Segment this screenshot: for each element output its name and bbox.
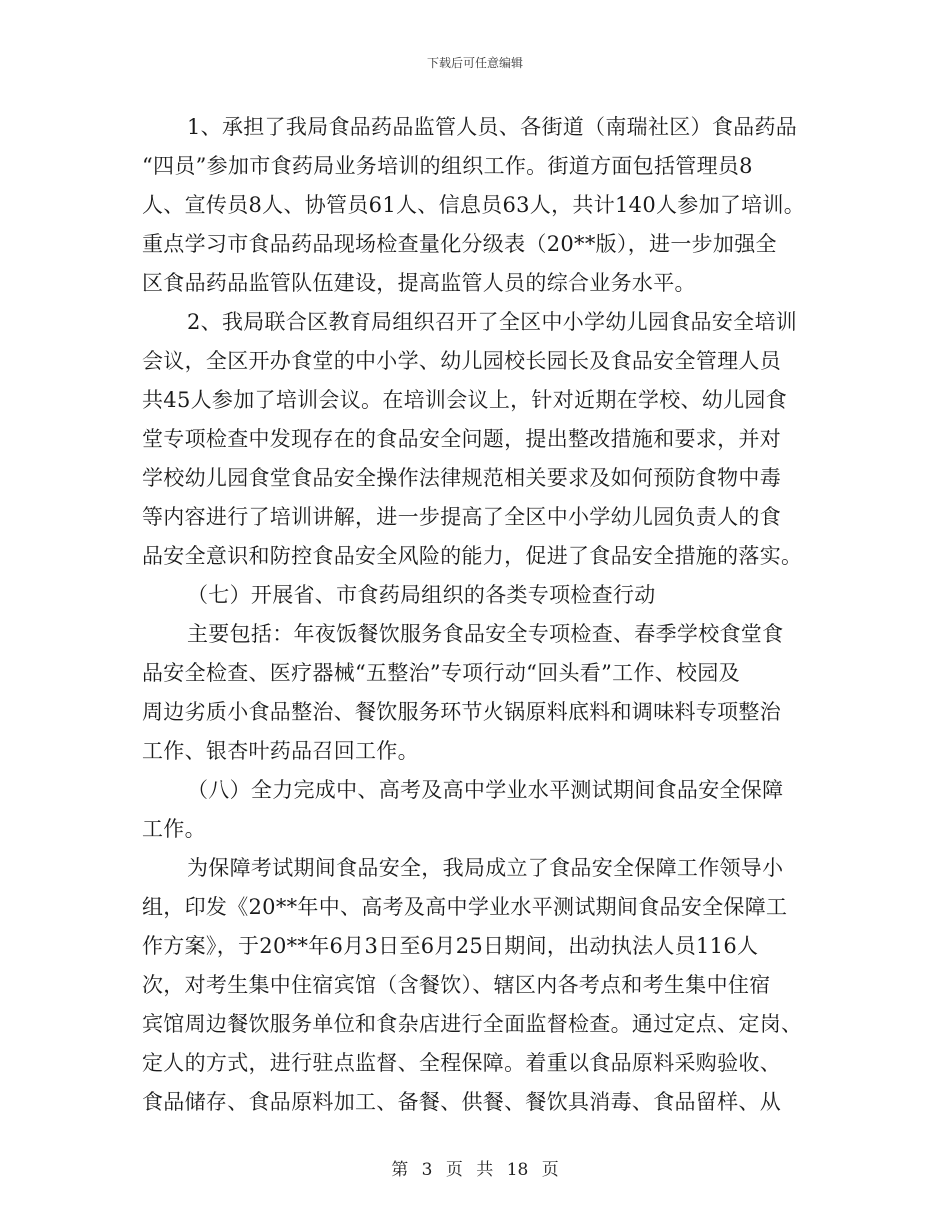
- body-line: 次，对考生集中住宿宾馆（含餐饮）、辖区内各考点和考生集中住宿: [142, 973, 771, 997]
- body-line: 2、我局联合区教育局组织召开了全区中小学幼儿园食品安全培训: [187, 310, 798, 334]
- body-line: 食品储存、食品原料加工、备餐、供餐、餐饮具消毒、食品留样、从: [142, 1090, 781, 1114]
- page-number: 第 3 页 共 18 页: [391, 1160, 559, 1180]
- body-line: 品安全检查、医疗器械“五整治”专项行动“回头看”工作、校园及: [142, 661, 740, 685]
- page-header: 下载后可任意编辑: [426, 56, 523, 70]
- body-line: 组，印发《20**年中、高考及高中学业水平测试期间食品安全保障工: [142, 895, 788, 919]
- body-line: 工作、银杏叶药品召回工作。: [142, 739, 419, 763]
- body-line: 周边劣质小食品整治、餐饮服务环节火锅原料底料和调味料专项整治: [142, 700, 781, 724]
- body-line: 主要包括：年夜饭餐饮服务食品安全专项检查、春季学校食堂食: [187, 622, 784, 646]
- body-line: “四员”参加市食药局业务培训的组织工作。街道方面包括管理员8: [142, 154, 753, 178]
- body-line: 为保障考试期间食品安全，我局成立了食品安全保障工作领导小: [187, 856, 784, 880]
- body-line: 作方案》，于20**年6月3日至6月25日期间，出动执法人员116人: [142, 934, 759, 958]
- body-line: 品安全意识和防控食品安全风险的能力，促进了食品安全措施的落实。: [142, 544, 803, 568]
- section-heading-cont: 工作。: [142, 817, 206, 841]
- body-line: 区食品药品监管队伍建设，提高监管人员的综合业务水平。: [142, 271, 696, 295]
- body-line: 重点学习市食品药品现场检查量化分级表（20**版），进一步加强全: [142, 232, 777, 256]
- body-line: 等内容进行了培训讲解，进一步提高了全区中小学幼儿园负责人的食: [142, 505, 781, 529]
- body-line: 学校幼儿园食堂食品安全操作法律规范相关要求及如何预防食物中毒: [142, 466, 781, 490]
- body-line: 1、承担了我局食品药品监管人员、各街道（南瑞社区）食品药品: [187, 115, 798, 139]
- body-line: 共45人参加了培训会议。在培训会议上，针对近期在学校、幼儿园食: [142, 388, 788, 412]
- body-line: 人、宣传员8人、协管员61人、信息员63人，共计140人参加了培训。: [142, 193, 806, 217]
- body-line: 会议，全区开办食堂的中小学、幼儿园校长园长及食品安全管理人员: [142, 349, 781, 373]
- body-line: 定人的方式，进行驻点监督、全程保障。着重以食品原料采购验收、: [142, 1051, 781, 1075]
- document-body: [142, 108, 822, 1122]
- section-heading: （七）开展省、市食药局组织的各类专项检查行动: [187, 583, 656, 607]
- body-line: 堂专项检查中发现存在的食品安全问题，提出整改措施和要求，并对: [142, 427, 781, 451]
- body-line: 宾馆周边餐饮服务单位和食杂店进行全面监督检查。通过定点、定岗、: [142, 1012, 803, 1036]
- section-heading: （八）全力完成中、高考及高中学业水平测试期间食品安全保障: [187, 778, 784, 802]
